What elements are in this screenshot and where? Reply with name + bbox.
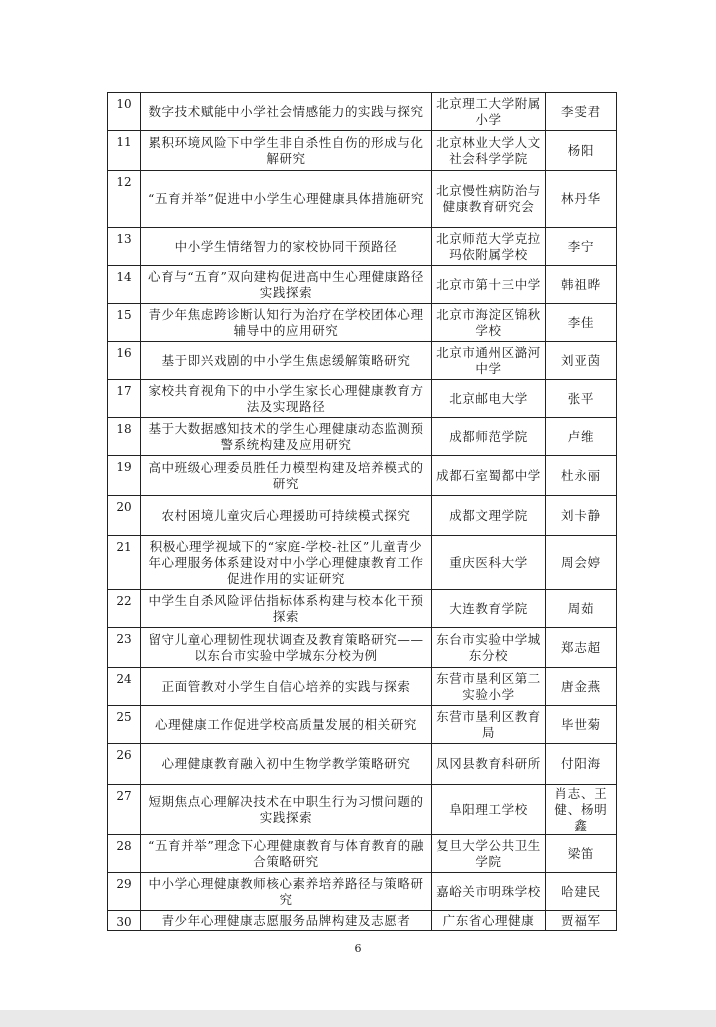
organization: 北京理工大学附属小学 bbox=[432, 93, 546, 131]
row-number: 19 bbox=[108, 456, 141, 496]
table-row bbox=[108, 536, 617, 590]
person-in-charge: 林丹华 bbox=[546, 171, 617, 228]
project-title: 农村困境儿童灾后心理援助可持续模式探究 bbox=[141, 496, 432, 536]
person-in-charge: 李宁 bbox=[546, 228, 617, 266]
organization: 北京市通州区潞河中学 bbox=[432, 342, 546, 380]
table-row bbox=[108, 628, 617, 668]
organization: 成都师范学院 bbox=[432, 418, 546, 456]
organization: 大连教育学院 bbox=[432, 590, 546, 628]
person-in-charge: 韩祖晔 bbox=[546, 266, 617, 304]
viewer-bottom-band bbox=[0, 1010, 716, 1027]
person-in-charge: 付阳海 bbox=[546, 744, 617, 785]
person-in-charge: 张平 bbox=[546, 380, 617, 418]
person-in-charge: 唐金燕 bbox=[546, 668, 617, 706]
project-title: “五育并举”促进中小学生心理健康具体措施研究 bbox=[141, 171, 432, 228]
organization: 北京师范大学克拉玛依附属学校 bbox=[432, 228, 546, 266]
table-row bbox=[108, 911, 617, 931]
table-row bbox=[108, 342, 617, 380]
person-in-charge: 毕世菊 bbox=[546, 706, 617, 744]
organization: 广东省心理健康 bbox=[432, 911, 546, 931]
organization: 复旦大学公共卫生学院 bbox=[432, 835, 546, 873]
organization: 北京市海淀区锦秋学校 bbox=[432, 304, 546, 342]
row-number: 13 bbox=[108, 228, 141, 266]
organization: 北京林业大学人文社会科学学院 bbox=[432, 131, 546, 171]
person-in-charge: 李雯君 bbox=[546, 93, 617, 131]
row-number: 29 bbox=[108, 873, 141, 911]
person-in-charge: 肖志、王健、杨明鑫 bbox=[546, 785, 617, 835]
row-number: 27 bbox=[108, 785, 141, 835]
project-title: 青少年心理健康志愿服务品牌构建及志愿者 bbox=[141, 911, 432, 931]
row-number: 25 bbox=[108, 706, 141, 744]
project-title: 青少年焦虑跨诊断认知行为治疗在学校团体心理辅导中的应用研究 bbox=[141, 304, 432, 342]
person-in-charge: 卢维 bbox=[546, 418, 617, 456]
row-number: 28 bbox=[108, 835, 141, 873]
row-number: 14 bbox=[108, 266, 141, 304]
project-title: 短期焦点心理解决技术在中职生行为习惯问题的实践探索 bbox=[141, 785, 432, 835]
organization: 北京慢性病防治与健康教育研究会 bbox=[432, 171, 546, 228]
row-number: 10 bbox=[108, 93, 141, 131]
person-in-charge: 郑志超 bbox=[546, 628, 617, 668]
table-row bbox=[108, 93, 617, 131]
project-title: 中小学心理健康教师核心素养培养路径与策略研究 bbox=[141, 873, 432, 911]
person-in-charge: 刘亚茵 bbox=[546, 342, 617, 380]
row-number: 11 bbox=[108, 131, 141, 171]
organization: 重庆医科大学 bbox=[432, 536, 546, 590]
row-number: 16 bbox=[108, 342, 141, 380]
organization: 阜阳理工学校 bbox=[432, 785, 546, 835]
table-row bbox=[108, 456, 617, 496]
person-in-charge: 梁笛 bbox=[546, 835, 617, 873]
organization: 北京邮电大学 bbox=[432, 380, 546, 418]
project-title: 心理健康教育融入初中生物学教学策略研究 bbox=[141, 744, 432, 785]
row-number: 17 bbox=[108, 380, 141, 418]
row-number: 30 bbox=[108, 911, 141, 931]
organization: 成都石室蜀都中学 bbox=[432, 456, 546, 496]
table-row bbox=[108, 171, 617, 228]
project-title: 累积环境风险下中学生非自杀性自伤的形成与化解研究 bbox=[141, 131, 432, 171]
page-number: 6 bbox=[354, 942, 362, 955]
person-in-charge: 杜永丽 bbox=[546, 456, 617, 496]
table-row bbox=[108, 418, 617, 456]
project-title: 中学生自杀风险评估指标体系构建与校本化干预探索 bbox=[141, 590, 432, 628]
project-table bbox=[107, 92, 617, 931]
row-number: 12 bbox=[108, 171, 141, 228]
organization: 北京市第十三中学 bbox=[432, 266, 546, 304]
project-title: 留守儿童心理韧性现状调查及教育策略研究——以东台市实验中学城东分校为例 bbox=[141, 628, 432, 668]
table-row bbox=[108, 706, 617, 744]
project-title: 数字技术赋能中小学社会情感能力的实践与探究 bbox=[141, 93, 432, 131]
project-title: 高中班级心理委员胜任力模型构建及培养模式的研究 bbox=[141, 456, 432, 496]
table-row bbox=[108, 304, 617, 342]
project-table-body bbox=[108, 93, 617, 931]
organization: 成都文理学院 bbox=[432, 496, 546, 536]
organization: 东营市垦利区第二实验小学 bbox=[432, 668, 546, 706]
row-number: 15 bbox=[108, 304, 141, 342]
row-number: 22 bbox=[108, 590, 141, 628]
table-row bbox=[108, 873, 617, 911]
person-in-charge: 刘卡静 bbox=[546, 496, 617, 536]
table-row bbox=[108, 835, 617, 873]
table-row bbox=[108, 228, 617, 266]
row-number: 21 bbox=[108, 536, 141, 590]
row-number: 26 bbox=[108, 744, 141, 785]
project-title: 正面管教对小学生自信心培养的实践与探索 bbox=[141, 668, 432, 706]
table-row bbox=[108, 785, 617, 835]
project-title: 心育与“五育”双向建构促进高中生心理健康路径实践探索 bbox=[141, 266, 432, 304]
person-in-charge: 李佳 bbox=[546, 304, 617, 342]
organization: 东营市垦利区教育局 bbox=[432, 706, 546, 744]
person-in-charge: 哈建民 bbox=[546, 873, 617, 911]
project-title: 中小学生情绪智力的家校协同干预路径 bbox=[141, 228, 432, 266]
project-title: 基于大数据感知技术的学生心理健康动态监测预警系统构建及应用研究 bbox=[141, 418, 432, 456]
row-number: 23 bbox=[108, 628, 141, 668]
organization: 凤冈县教育科研所 bbox=[432, 744, 546, 785]
table-row bbox=[108, 131, 617, 171]
table-row bbox=[108, 266, 617, 304]
project-title: 基于即兴戏剧的中小学生焦虑缓解策略研究 bbox=[141, 342, 432, 380]
organization: 嘉峪关市明珠学校 bbox=[432, 873, 546, 911]
row-number: 24 bbox=[108, 668, 141, 706]
person-in-charge: 杨阳 bbox=[546, 131, 617, 171]
table-row bbox=[108, 668, 617, 706]
project-title: 家校共育视角下的中小学生家长心理健康教育方法及实现路径 bbox=[141, 380, 432, 418]
project-title: “五育并举”理念下心理健康教育与体育教育的融合策略研究 bbox=[141, 835, 432, 873]
table-row bbox=[108, 496, 617, 536]
person-in-charge: 周会婷 bbox=[546, 536, 617, 590]
row-number: 18 bbox=[108, 418, 141, 456]
project-title: 积极心理学视域下的“家庭-学校-社区”儿童青少年心理服务体系建设对中小学心理健康教育工作促进作用的实证研究 bbox=[141, 536, 432, 590]
table-row bbox=[108, 744, 617, 785]
organization: 东台市实验中学城东分校 bbox=[432, 628, 546, 668]
project-title: 心理健康工作促进学校高质量发展的相关研究 bbox=[141, 706, 432, 744]
table-row bbox=[108, 590, 617, 628]
table-row bbox=[108, 380, 617, 418]
person-in-charge: 周茹 bbox=[546, 590, 617, 628]
person-in-charge: 贾福军 bbox=[546, 911, 617, 931]
row-number: 20 bbox=[108, 496, 141, 536]
